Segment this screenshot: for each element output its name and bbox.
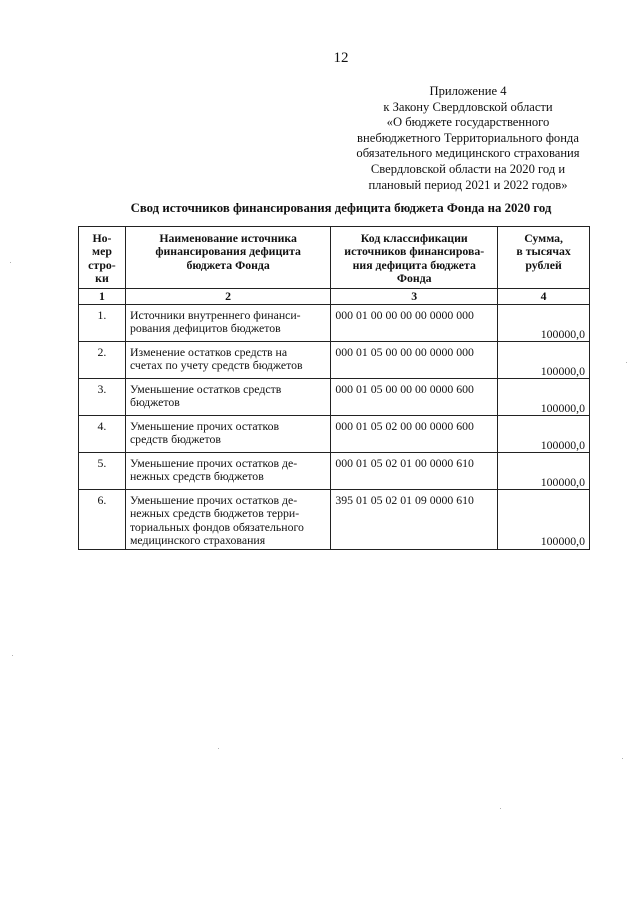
- column-number: 2: [125, 288, 330, 304]
- appendix-line: «О бюджете государственного: [386, 115, 550, 130]
- header-line: ния дефицита бюджета: [352, 257, 476, 272]
- source-name: [125, 379, 330, 416]
- source-name: [125, 416, 330, 453]
- header-line: мер: [92, 244, 112, 259]
- header-line: стро-: [88, 257, 116, 272]
- appendix-header: [338, 84, 598, 193]
- source-name: [125, 453, 330, 490]
- source-name-line: Уменьшение остатков средств: [129, 382, 282, 397]
- scan-speck: [500, 808, 501, 809]
- row-number: 2.: [79, 342, 126, 379]
- amount: 100000,0: [498, 490, 590, 550]
- table-header-row: [79, 227, 590, 289]
- table-row: [79, 453, 590, 490]
- amount: 100000,0: [498, 453, 590, 490]
- appendix-line: обязательного медицинского страхования: [356, 146, 580, 161]
- header-line: Код классификации: [360, 231, 468, 245]
- header-line: ки: [95, 271, 109, 286]
- source-name-line: бюджетов: [129, 395, 180, 410]
- header-line: финансирования дефицита: [155, 244, 301, 259]
- appendix-line: Приложение 4: [429, 84, 507, 98]
- row-number: 6.: [79, 490, 126, 550]
- header-line: источников финансирова-: [344, 244, 485, 259]
- table-row: [79, 305, 590, 342]
- header-line: в тысячах: [516, 244, 571, 259]
- row-number: 4.: [79, 416, 126, 453]
- header-row-number: [79, 227, 126, 289]
- classification-code: 000 01 05 00 00 00 0000 600: [331, 379, 498, 416]
- column-number: 3: [331, 288, 498, 304]
- classification-code: 000 01 05 02 01 00 0000 610: [331, 453, 498, 490]
- appendix-line: внебюджетного Территориального фонда: [357, 130, 579, 145]
- column-number: 1: [79, 288, 126, 304]
- header-line: Фонда: [396, 271, 432, 286]
- source-name-line: Уменьшение прочих остатков: [129, 419, 280, 434]
- appendix-line: к Закону Свердловской области: [383, 99, 553, 114]
- header-line: рублей: [525, 257, 562, 272]
- header-line: Но-: [92, 231, 112, 245]
- header-source-name: [125, 227, 330, 289]
- source-name: [125, 342, 330, 379]
- scan-speck: [12, 655, 13, 656]
- scan-speck: [626, 362, 627, 363]
- deficit-sources-table: [78, 226, 590, 550]
- page-number: 12: [333, 50, 349, 66]
- scan-speck: [10, 262, 11, 263]
- header-line: бюджета Фонда: [186, 257, 270, 272]
- amount: 100000,0: [498, 416, 590, 453]
- header-line: Сумма,: [524, 231, 563, 245]
- classification-code: 000 01 05 02 00 00 0000 600: [331, 416, 498, 453]
- source-name: [125, 305, 330, 342]
- scan-speck: [622, 758, 623, 759]
- column-number-row: [79, 288, 590, 304]
- source-name: [125, 490, 330, 550]
- classification-code: 000 01 05 00 00 00 0000 000: [331, 342, 498, 379]
- amount: 100000,0: [498, 379, 590, 416]
- table-row: [79, 379, 590, 416]
- table-row: [79, 342, 590, 379]
- table-row: [79, 416, 590, 453]
- source-name-line: Уменьшение прочих остатков де-: [129, 493, 298, 508]
- source-name-line: нежных средств бюджетов: [129, 469, 264, 484]
- classification-code: 395 01 05 02 01 09 0000 610: [331, 490, 498, 550]
- table-row: [79, 490, 590, 550]
- amount: 100000,0: [498, 305, 590, 342]
- source-name-line: ториальных фондов обязательного: [129, 519, 304, 534]
- appendix-line: плановый период 2021 и 2022 годов»: [368, 177, 568, 192]
- header-amount: [498, 227, 590, 289]
- header-line: Наименование источника: [159, 231, 297, 245]
- row-number: 5.: [79, 453, 126, 490]
- amount: 100000,0: [498, 342, 590, 379]
- scan-speck: [218, 748, 219, 749]
- source-name-line: Источники внутреннего финанси-: [129, 308, 301, 323]
- source-name-line: средств бюджетов: [129, 432, 221, 447]
- document-title: Свод источников финансирования дефицита бюджета Фонда на 2020 год: [130, 201, 552, 215]
- column-number: 4: [498, 288, 590, 304]
- row-number: 1.: [79, 305, 126, 342]
- appendix-line: Свердловской области на 2020 год и: [370, 161, 566, 176]
- source-name-line: Уменьшение прочих остатков де-: [129, 456, 298, 471]
- row-number: 3.: [79, 379, 126, 416]
- source-name-line: рования дефицитов бюджетов: [129, 321, 281, 336]
- classification-code: 000 01 00 00 00 00 0000 000: [331, 305, 498, 342]
- header-classification-code: [331, 227, 498, 289]
- source-name-line: медицинского страхования: [129, 533, 266, 548]
- source-name-line: нежных средств бюджетов терри-: [129, 506, 300, 521]
- source-name-line: Изменение остатков средств на: [129, 345, 288, 360]
- source-name-line: счетах по учету средств бюджетов: [129, 358, 303, 373]
